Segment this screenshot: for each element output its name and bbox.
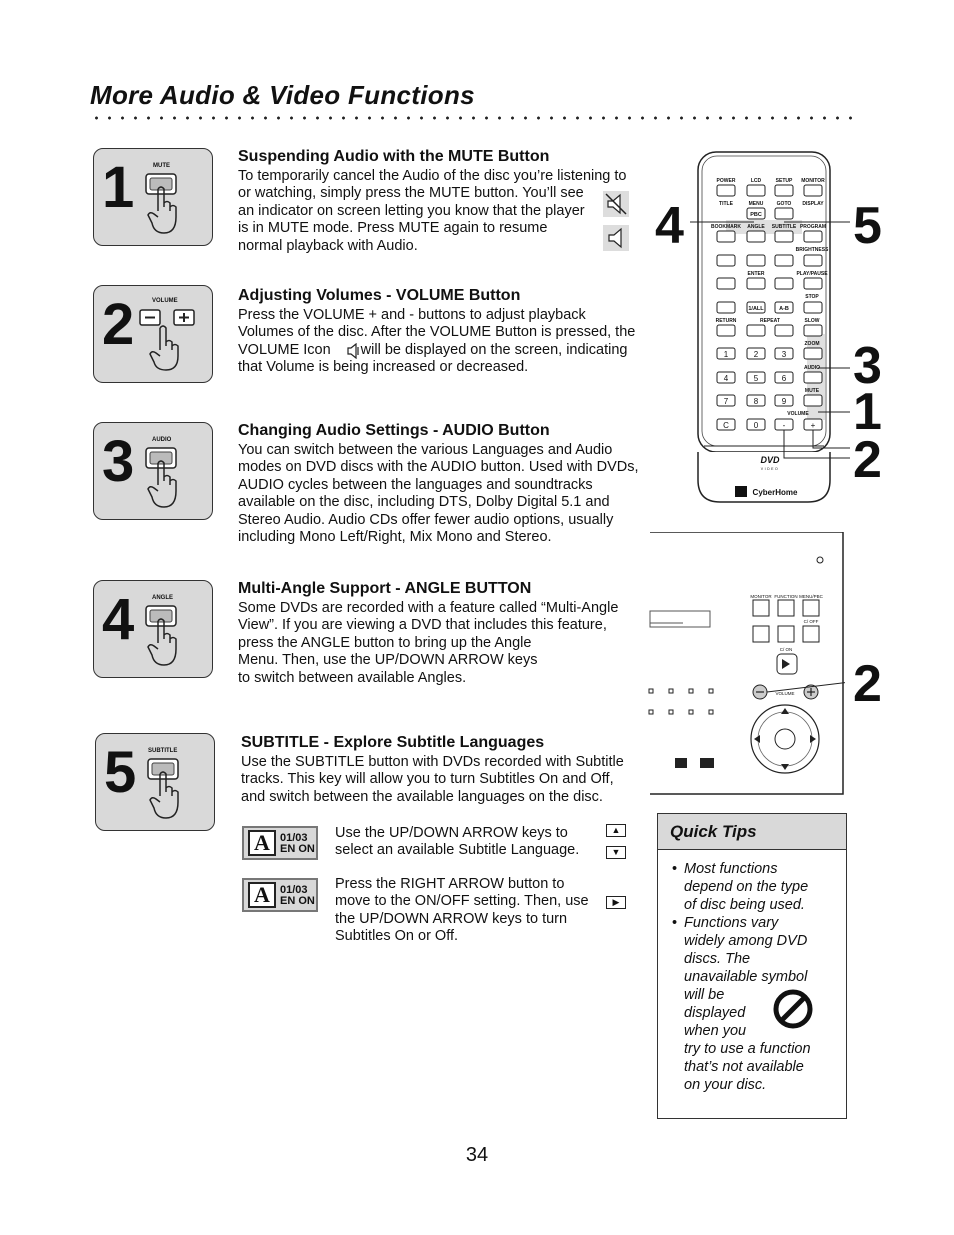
subtitle-osd: A 01/03 EN ON: [242, 826, 318, 860]
remote-volume-label: VOLUME: [787, 411, 809, 417]
callout-2-player: 2: [853, 655, 882, 713]
section-2-heading: Adjusting Volumes - VOLUME Button: [238, 287, 521, 304]
step-3-box: [93, 422, 213, 520]
svg-text:9: 9: [781, 397, 787, 406]
subtitle-osd: A 01/03 EN ON: [242, 878, 318, 912]
mute-speaker-icon: [603, 191, 629, 217]
down-arrow-key-icon: ▼: [606, 846, 626, 859]
speaker-icon: [603, 225, 629, 251]
mute-button-label: MUTE: [153, 163, 170, 169]
volume-buttons-press-icon: [138, 306, 204, 372]
step-5-box: [95, 733, 215, 831]
remote-repeat-label: REPEAT: [760, 318, 780, 324]
section-3-text: You can switch between the various Languages and Audio modes on DVD discs with the AUDIO button. Used with DVDs, AUDIO cycles between the languages and soundtracks available on the disc, including DTS, Dolby Digital 5.1 and Stereo Audio. Audio CDs offer fewer audio options, usually including Mono Left/Right, Mix Mono and Stereo.: [238, 442, 639, 546]
dvd-logo: DVD: [760, 455, 780, 465]
step-number: 3: [102, 429, 135, 494]
subtitle-tip-1-text: Use the UP/DOWN ARROW keys to select an available Subtitle Language.: [335, 825, 580, 859]
remote-stop-label: STOP: [805, 294, 819, 300]
step-4-box: [93, 580, 213, 678]
remote-subtitle-label: SUBTITLE: [771, 224, 797, 230]
quick-tips-title: Quick Tips: [658, 814, 846, 850]
remote-enter-label: ENTER: [747, 271, 765, 277]
remote-menu-label: MENU: [748, 201, 764, 207]
remote-program-label: PROGRAM: [799, 224, 827, 230]
dvd-player-panel: [645, 532, 845, 795]
remote-zoom-label: ZOOM: [804, 341, 820, 347]
angle-button-label: ANGLE: [152, 595, 173, 601]
page-title: More Audio & Video Functions: [90, 80, 475, 110]
remote-control: [690, 150, 850, 510]
remote-power-label: POWER: [716, 178, 736, 184]
section-3-heading: Changing Audio Settings - AUDIO Button: [238, 422, 550, 439]
remote-title-label: TITLE: [719, 201, 733, 207]
svg-text:2: 2: [753, 350, 759, 359]
svg-text:VIDEO: VIDEO: [760, 467, 780, 471]
svg-text:7: 7: [723, 397, 729, 406]
finger-press-icon: [144, 445, 184, 511]
finger-press-icon: [144, 171, 184, 237]
remote-bookmark-label: BOOKMARK: [711, 224, 741, 230]
callout-3: 3: [853, 337, 882, 395]
unavailable-icon: [772, 988, 814, 1030]
remote-mute-label: MUTE: [804, 388, 820, 394]
section-1-text: To temporarily cancel the Audio of the disc you’re listening to or watching, simply press the MUTE button. You’ll see an indicator on screen letting you know that the player is in MUTE mode. Press MUTE again to resume normal playback with Audio.: [238, 168, 627, 254]
remote-setup-label: SETUP: [775, 178, 793, 184]
remote-angle-label: ANGLE: [747, 224, 765, 230]
quick-tips-box: [657, 813, 847, 1119]
quick-tips-list: [658, 860, 846, 1094]
quick-tip-item: • Functions vary widely among DVD discs. The unavailable symbol will be displayed when you try to use a function that’s not available on your disc.: [684, 914, 846, 1094]
remote-audio-label: AUDIO: [803, 365, 821, 371]
page-number: 34: [465, 1144, 489, 1166]
player-menu-label: MENU/PBC: [799, 594, 823, 599]
callout-2: 2: [853, 431, 882, 489]
step-2-box: [93, 285, 213, 383]
remote-playpause-label: PLAY/PAUSE: [796, 271, 828, 277]
callout-5: 5: [853, 197, 882, 255]
step-number: 4: [102, 587, 135, 652]
subtitle-a-icon: A: [248, 882, 276, 908]
dotted-rule: [90, 115, 860, 121]
svg-text:-: -: [782, 421, 786, 430]
section-4-heading: Multi-Angle Support - ANGLE BUTTON: [238, 580, 532, 597]
svg-text:1: 1: [723, 350, 729, 359]
audio-button-label: AUDIO: [152, 437, 172, 443]
section-5-heading: SUBTITLE - Explore Subtitle Languages: [241, 734, 545, 751]
cyberhome-logo: CyberHome: [752, 488, 798, 497]
remote-monitor-label: MONITOR: [801, 178, 825, 184]
step-number: 2: [102, 292, 135, 357]
finger-press-icon: [146, 756, 186, 822]
remote-brightness-label: BRIGHTNESS: [795, 247, 829, 253]
remote-1all-label: 1/ALL: [748, 306, 764, 312]
volume-button-label: VOLUME: [152, 298, 178, 304]
player-con-label: C/ ON: [779, 647, 793, 652]
callout-4: 4: [655, 197, 684, 255]
step-number: 5: [104, 740, 137, 805]
up-arrow-key-icon: ▲: [606, 824, 626, 837]
player-coff-label: C/ OFF: [803, 619, 819, 624]
player-monitor-label: MONITOR: [750, 594, 772, 599]
svg-text:4: 4: [723, 374, 729, 383]
subtitle-button-label: SUBTITLE: [148, 748, 178, 754]
remote-goto-label: GOTO: [776, 201, 792, 207]
remote-pbc-label: PBC: [750, 212, 762, 218]
svg-text:6: 6: [781, 374, 787, 383]
svg-text:C: C: [723, 421, 729, 430]
step-number: 1: [102, 155, 135, 220]
callout-1: 1: [853, 383, 882, 441]
remote-return-label: RETURN: [715, 318, 737, 324]
section-2-text: Press the VOLUME + and - buttons to adjust playback Volumes of the disc. After the VOLUME Button is pressed, the VOLUME Icon will be displayed on the screen, indicating that Volume is being increased or decreased.: [238, 307, 636, 376]
subtitle-a-icon: A: [248, 830, 276, 856]
section-4-text: Some DVDs are recorded with a feature called “Multi-Angle View”. If you are viewing a DVD that includes this feature, press the ANGLE button to bring up the Angle Menu. Then, use the UP/DOWN ARROW keys to switch between available Angles.: [238, 600, 619, 686]
svg-text:0: 0: [753, 421, 759, 430]
right-arrow-key-icon: ▶: [606, 896, 626, 909]
step-1-box: [93, 148, 213, 246]
quick-tip-item: • Most functions depend on the type of disc being used.: [684, 860, 846, 914]
volume-icon: [346, 343, 360, 359]
remote-lcd-label: LCD: [750, 178, 762, 184]
section-1-heading: Suspending Audio with the MUTE Button: [238, 148, 550, 165]
svg-text:+: +: [810, 421, 816, 430]
remote-slow-label: SLOW: [804, 318, 820, 324]
section-5-text: Use the SUBTITLE button with DVDs recorded with Subtitle tracks. This key will allow you to turn Subtitles On and Off, and switch between the available languages on the disc.: [241, 754, 624, 805]
svg-text:5: 5: [753, 374, 759, 383]
finger-press-icon: [144, 603, 184, 669]
player-volume-label: VOLUME: [775, 691, 795, 696]
player-function-label: FUNCTION: [774, 594, 798, 599]
remote-ab-label: A-B: [779, 306, 789, 312]
svg-text:8: 8: [753, 397, 759, 406]
remote-display-label: DISPLAY: [802, 201, 824, 207]
subtitle-tip-2-text: Press the RIGHT ARROW button to move to the ON/OFF setting. Then, use the UP/DOWN ARROW keys to turn Subtitles On or Off.: [335, 876, 589, 945]
svg-text:3: 3: [781, 350, 787, 359]
